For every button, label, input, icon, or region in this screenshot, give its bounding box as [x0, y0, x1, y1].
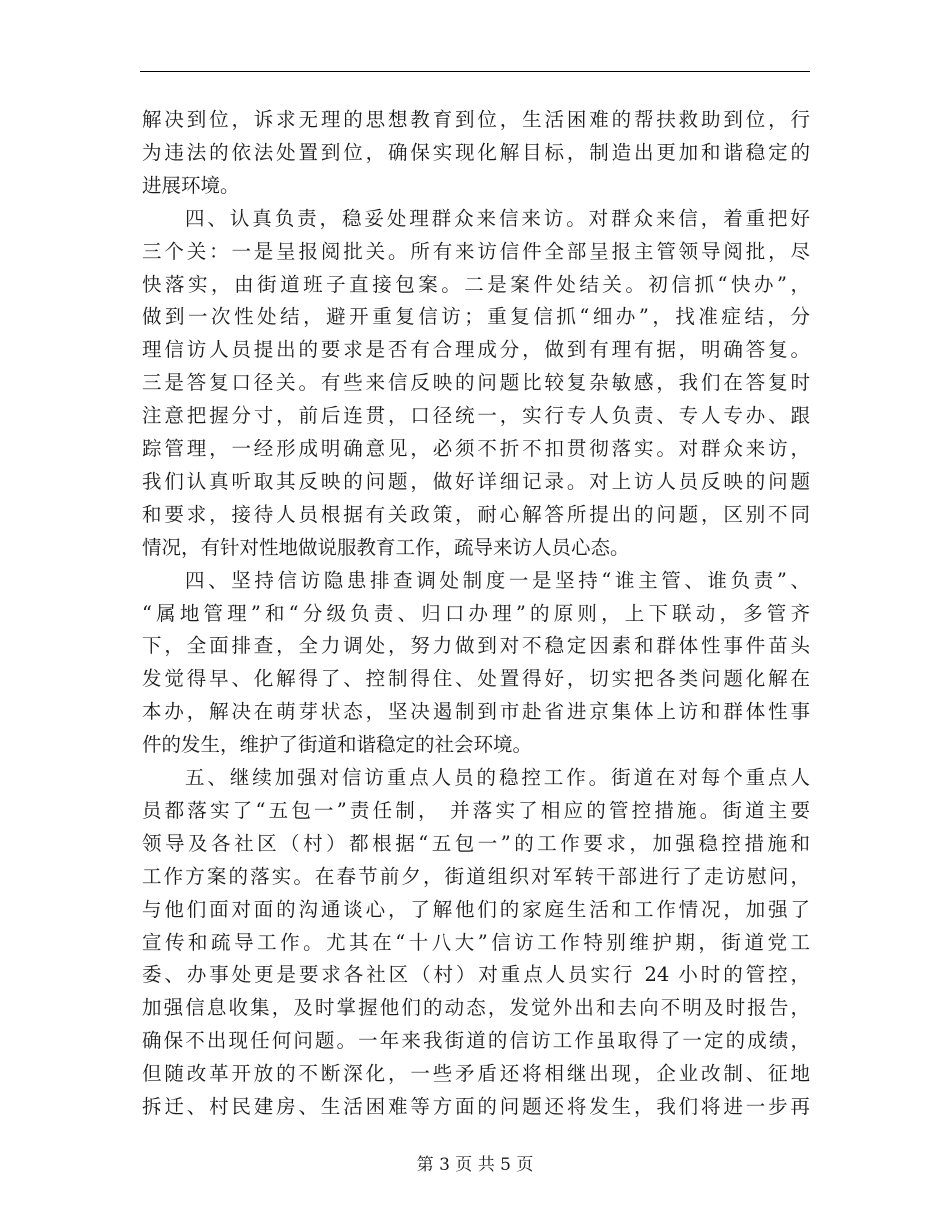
text-line: 和要求，接待人员根据有关政策，耐心解答所提出的问题，区别不同 — [142, 502, 810, 526]
text-line: 注意把握分寸，前后连贯，口径统一，实行专人负责、专人专办、跟 — [142, 404, 810, 428]
text-line: 情况，有针对性地做说服教育工作，疏导来访人员心态。 — [142, 535, 630, 559]
text-line: 本办，解决在萌芽状态，坚决遏制到市赴省进京集体上访和群体性事 — [142, 700, 810, 724]
text-line: 我们认真听取其反映的问题，做好详细记录。对上访人员反映的问题 — [142, 469, 810, 493]
text-line: 拆迁、村民建房、生活困难等方面的问题还将发生，我们将进一步再 — [142, 1095, 810, 1118]
text-line: 理信访人员提出的要求是否有合理成分，做到有理有据，明确答复。 — [142, 338, 810, 362]
text-line: 进展环境。 — [142, 173, 240, 197]
text-line: 三是答复口径关。有些来信反映的问题比较复杂敏感，我们在答复时 — [142, 371, 810, 395]
text-line: 四、坚持信访隐患排查调处制度一是坚持“谁主管、谁负责”、 — [185, 568, 810, 592]
text-line: 工作方案的落实。在春节前夕，街道组织对军转干部进行了走访慰问， — [142, 864, 810, 888]
text-line: 做到一次性处结，避开重复信访；重复信抓“细办”，找准症结，分 — [142, 305, 810, 329]
text-line: 下，全面排查，全力调处，努力做到对不稳定因素和群体性事件苗头 — [142, 634, 810, 658]
text-line: 宣传和疏导工作。尤其在“十八大”信访工作特别维护期，街道党工 — [142, 930, 810, 954]
text-line: 领导及各社区（村）都根据“五包一”的工作要求，加强稳控措施和 — [142, 831, 810, 855]
text-line: 三个关：一是呈报阅批关。所有来访信件全部呈报主管领导阅批，尽 — [142, 239, 810, 263]
text-line: 确保不出现任何问题。一年来我街道的信访工作虽取得了一定的成绩， — [142, 1029, 810, 1053]
text-line: 但随改革开放的不断深化，一些矛盾还将相继出现，企业改制、征地 — [142, 1062, 810, 1086]
text-line: 件的发生，维护了街道和谐稳定的社会环境。 — [142, 733, 533, 757]
text-line: 员都落实了“五包一”责任制， 并落实了相应的管控措施。街道主要 — [142, 798, 810, 822]
text-line: 四、认真负责，稳妥处理群众来信来访。对群众来信，着重把好 — [185, 206, 810, 230]
text-line: 解决到位，诉求无理的思想教育到位，生活困难的帮扶救助到位，行 — [142, 108, 810, 131]
page-footer: 第 3 页 共 5 页 — [416, 1155, 534, 1175]
text-line: 踪管理，一经形成明确意见，必须不折不扣贯彻落实。对群众来访， — [142, 437, 810, 460]
text-line: 加强信息收集，及时掌握他们的动态，发觉外出和去向不明及时报告， — [142, 996, 810, 1020]
text-line: 委、办事处更是要求各社区（村）对重点人员实行 24 小时的管控， — [142, 963, 810, 987]
text-line: “属地管理”和“分级负责、归口办理”的原则，上下联动，多管齐 — [142, 601, 810, 625]
text-line: 与他们面对面的沟通谈心，了解他们的家庭生活和工作情况，加强了 — [142, 897, 810, 921]
text-line: 五、继续加强对信访重点人员的稳控工作。街道在对每个重点人 — [185, 766, 810, 789]
text-line: 发觉得早、化解得了、控制得住、处置得好，切实把各类问题化解在 — [142, 667, 810, 691]
text-line: 为违法的依法处置到位，确保实现化解目标，制造出更加和谐稳定的 — [142, 140, 810, 164]
text-line: 快落实，由街道班子直接包案。二是案件处结关。初信抓“快办”， — [142, 272, 810, 296]
